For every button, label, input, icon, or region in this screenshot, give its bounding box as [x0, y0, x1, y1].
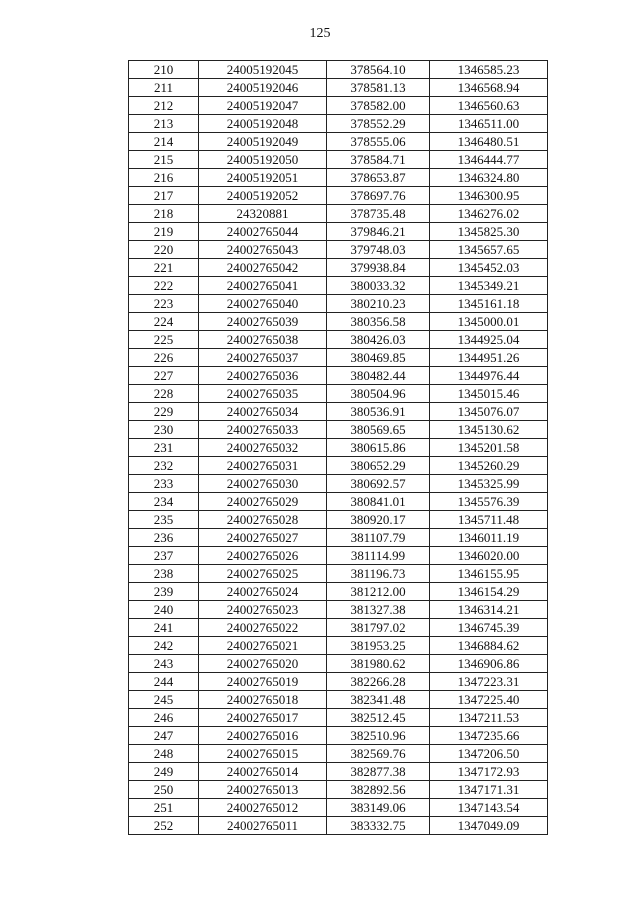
point-id-cell: 24005192051 [199, 169, 327, 187]
row-index-cell: 251 [129, 799, 199, 817]
x-coordinate-cell: 380210.23 [327, 295, 430, 313]
y-coordinate-cell: 1345825.30 [430, 223, 548, 241]
row-index-cell: 231 [129, 439, 199, 457]
point-id-cell: 24002765025 [199, 565, 327, 583]
row-index-cell: 243 [129, 655, 199, 673]
table-row [129, 277, 548, 295]
point-id-cell: 24002765039 [199, 313, 327, 331]
row-index-cell: 244 [129, 673, 199, 691]
row-index-cell: 236 [129, 529, 199, 547]
table-row [129, 439, 548, 457]
x-coordinate-cell: 381980.62 [327, 655, 430, 673]
x-coordinate-cell: 380482.44 [327, 367, 430, 385]
y-coordinate-cell: 1347211.53 [430, 709, 548, 727]
table-row [129, 745, 548, 763]
table-row [129, 601, 548, 619]
y-coordinate-cell: 1346511.00 [430, 115, 548, 133]
table-row [129, 727, 548, 745]
x-coordinate-cell: 379938.84 [327, 259, 430, 277]
x-coordinate-cell: 378653.87 [327, 169, 430, 187]
table-row [129, 547, 548, 565]
x-coordinate-cell: 383332.75 [327, 817, 430, 835]
x-coordinate-cell: 379846.21 [327, 223, 430, 241]
point-id-cell: 24002765014 [199, 763, 327, 781]
x-coordinate-cell: 382877.38 [327, 763, 430, 781]
point-id-cell: 24002765020 [199, 655, 327, 673]
point-id-cell: 24320881 [199, 205, 327, 223]
point-id-cell: 24002765011 [199, 817, 327, 835]
point-id-cell: 24005192046 [199, 79, 327, 97]
x-coordinate-cell: 381327.38 [327, 601, 430, 619]
y-coordinate-cell: 1347172.93 [430, 763, 548, 781]
x-coordinate-cell: 382510.96 [327, 727, 430, 745]
x-coordinate-cell: 382341.48 [327, 691, 430, 709]
row-index-cell: 215 [129, 151, 199, 169]
table-row [129, 187, 548, 205]
point-id-cell: 24002765015 [199, 745, 327, 763]
y-coordinate-cell: 1346884.62 [430, 637, 548, 655]
x-coordinate-cell: 378697.76 [327, 187, 430, 205]
y-coordinate-cell: 1345260.29 [430, 457, 548, 475]
table-row [129, 79, 548, 97]
x-coordinate-cell: 378584.71 [327, 151, 430, 169]
point-id-cell: 24002765018 [199, 691, 327, 709]
row-index-cell: 220 [129, 241, 199, 259]
page-number: 125 [309, 26, 331, 41]
x-coordinate-cell: 380426.03 [327, 331, 430, 349]
row-index-cell: 248 [129, 745, 199, 763]
point-id-cell: 24002765035 [199, 385, 327, 403]
x-coordinate-cell: 378564.10 [327, 61, 430, 79]
row-index-cell: 211 [129, 79, 199, 97]
row-index-cell: 223 [129, 295, 199, 313]
point-id-cell: 24002765013 [199, 781, 327, 799]
y-coordinate-cell: 1346314.21 [430, 601, 548, 619]
y-coordinate-cell: 1346300.95 [430, 187, 548, 205]
y-coordinate-cell: 1346011.19 [430, 529, 548, 547]
coordinates-table [128, 60, 548, 835]
table-row [129, 493, 548, 511]
y-coordinate-cell: 1346324.80 [430, 169, 548, 187]
table-row [129, 241, 548, 259]
y-coordinate-cell: 1345130.62 [430, 421, 548, 439]
table-row [129, 511, 548, 529]
x-coordinate-cell: 380920.17 [327, 511, 430, 529]
row-index-cell: 226 [129, 349, 199, 367]
x-coordinate-cell: 381953.25 [327, 637, 430, 655]
point-id-cell: 24002765029 [199, 493, 327, 511]
table-row [129, 619, 548, 637]
table-row [129, 259, 548, 277]
x-coordinate-cell: 378582.00 [327, 97, 430, 115]
point-id-cell: 24002765042 [199, 259, 327, 277]
x-coordinate-cell: 380615.86 [327, 439, 430, 457]
x-coordinate-cell: 379748.03 [327, 241, 430, 259]
point-id-cell: 24002765044 [199, 223, 327, 241]
y-coordinate-cell: 1345076.07 [430, 403, 548, 421]
y-coordinate-cell: 1347223.31 [430, 673, 548, 691]
point-id-cell: 24002765028 [199, 511, 327, 529]
row-index-cell: 249 [129, 763, 199, 781]
row-index-cell: 213 [129, 115, 199, 133]
point-id-cell: 24002765027 [199, 529, 327, 547]
y-coordinate-cell: 1346906.86 [430, 655, 548, 673]
y-coordinate-cell: 1346154.29 [430, 583, 548, 601]
y-coordinate-cell: 1344951.26 [430, 349, 548, 367]
y-coordinate-cell: 1344976.44 [430, 367, 548, 385]
table-row [129, 223, 548, 241]
y-coordinate-cell: 1347225.40 [430, 691, 548, 709]
x-coordinate-cell: 380569.65 [327, 421, 430, 439]
table-row [129, 169, 548, 187]
y-coordinate-cell: 1345349.21 [430, 277, 548, 295]
table-row [129, 583, 548, 601]
x-coordinate-cell: 380536.91 [327, 403, 430, 421]
y-coordinate-cell: 1346568.94 [430, 79, 548, 97]
row-index-cell: 210 [129, 61, 199, 79]
point-id-cell: 24002765016 [199, 727, 327, 745]
table-row [129, 637, 548, 655]
row-index-cell: 234 [129, 493, 199, 511]
point-id-cell: 24005192050 [199, 151, 327, 169]
table-row [129, 385, 548, 403]
row-index-cell: 252 [129, 817, 199, 835]
row-index-cell: 238 [129, 565, 199, 583]
point-id-cell: 24005192049 [199, 133, 327, 151]
table-row [129, 565, 548, 583]
point-id-cell: 24002765019 [199, 673, 327, 691]
row-index-cell: 229 [129, 403, 199, 421]
row-index-cell: 239 [129, 583, 199, 601]
row-index-cell: 250 [129, 781, 199, 799]
x-coordinate-cell: 380504.96 [327, 385, 430, 403]
point-id-cell: 24002765036 [199, 367, 327, 385]
row-index-cell: 246 [129, 709, 199, 727]
table-row [129, 349, 548, 367]
y-coordinate-cell: 1344925.04 [430, 331, 548, 349]
row-index-cell: 241 [129, 619, 199, 637]
row-index-cell: 219 [129, 223, 199, 241]
x-coordinate-cell: 378552.29 [327, 115, 430, 133]
x-coordinate-cell: 380652.29 [327, 457, 430, 475]
table-row [129, 367, 548, 385]
row-index-cell: 217 [129, 187, 199, 205]
x-coordinate-cell: 380469.85 [327, 349, 430, 367]
x-coordinate-cell: 378735.48 [327, 205, 430, 223]
x-coordinate-cell: 380692.57 [327, 475, 430, 493]
point-id-cell: 24002765024 [199, 583, 327, 601]
row-index-cell: 227 [129, 367, 199, 385]
row-index-cell: 212 [129, 97, 199, 115]
table-row [129, 295, 548, 313]
point-id-cell: 24005192045 [199, 61, 327, 79]
table-row [129, 403, 548, 421]
row-index-cell: 214 [129, 133, 199, 151]
x-coordinate-cell: 378555.06 [327, 133, 430, 151]
table-row [129, 709, 548, 727]
x-coordinate-cell: 381114.99 [327, 547, 430, 565]
table-row [129, 781, 548, 799]
point-id-cell: 24002765031 [199, 457, 327, 475]
point-id-cell: 24002765026 [199, 547, 327, 565]
table-row [129, 763, 548, 781]
point-id-cell: 24002765034 [199, 403, 327, 421]
point-id-cell: 24005192052 [199, 187, 327, 205]
point-id-cell: 24002765038 [199, 331, 327, 349]
y-coordinate-cell: 1347206.50 [430, 745, 548, 763]
x-coordinate-cell: 382512.45 [327, 709, 430, 727]
row-index-cell: 240 [129, 601, 199, 619]
y-coordinate-cell: 1347171.31 [430, 781, 548, 799]
table-row [129, 133, 548, 151]
row-index-cell: 233 [129, 475, 199, 493]
x-coordinate-cell: 383149.06 [327, 799, 430, 817]
row-index-cell: 216 [129, 169, 199, 187]
point-id-cell: 24005192048 [199, 115, 327, 133]
y-coordinate-cell: 1346276.02 [430, 205, 548, 223]
table-row [129, 421, 548, 439]
point-id-cell: 24002765043 [199, 241, 327, 259]
x-coordinate-cell: 381797.02 [327, 619, 430, 637]
x-coordinate-cell: 380841.01 [327, 493, 430, 511]
table-row [129, 97, 548, 115]
row-index-cell: 222 [129, 277, 199, 295]
row-index-cell: 247 [129, 727, 199, 745]
point-id-cell: 24002765041 [199, 277, 327, 295]
row-index-cell: 232 [129, 457, 199, 475]
table-row [129, 151, 548, 169]
point-id-cell: 24002765017 [199, 709, 327, 727]
table-row [129, 205, 548, 223]
row-index-cell: 235 [129, 511, 199, 529]
y-coordinate-cell: 1345015.46 [430, 385, 548, 403]
y-coordinate-cell: 1345201.58 [430, 439, 548, 457]
y-coordinate-cell: 1346585.23 [430, 61, 548, 79]
x-coordinate-cell: 382266.28 [327, 673, 430, 691]
table-row [129, 799, 548, 817]
y-coordinate-cell: 1345000.01 [430, 313, 548, 331]
y-coordinate-cell: 1346444.77 [430, 151, 548, 169]
y-coordinate-cell: 1346155.95 [430, 565, 548, 583]
x-coordinate-cell: 380356.58 [327, 313, 430, 331]
y-coordinate-cell: 1345657.65 [430, 241, 548, 259]
table-row [129, 331, 548, 349]
y-coordinate-cell: 1346480.51 [430, 133, 548, 151]
y-coordinate-cell: 1345576.39 [430, 493, 548, 511]
coordinates-table-body [129, 61, 548, 835]
point-id-cell: 24002765030 [199, 475, 327, 493]
y-coordinate-cell: 1347143.54 [430, 799, 548, 817]
y-coordinate-cell: 1345161.18 [430, 295, 548, 313]
table-row [129, 817, 548, 835]
y-coordinate-cell: 1347235.66 [430, 727, 548, 745]
row-index-cell: 218 [129, 205, 199, 223]
y-coordinate-cell: 1346560.63 [430, 97, 548, 115]
point-id-cell: 24002765012 [199, 799, 327, 817]
row-index-cell: 221 [129, 259, 199, 277]
x-coordinate-cell: 382892.56 [327, 781, 430, 799]
row-index-cell: 225 [129, 331, 199, 349]
x-coordinate-cell: 381196.73 [327, 565, 430, 583]
y-coordinate-cell: 1345452.03 [430, 259, 548, 277]
table-row [129, 691, 548, 709]
table-row [129, 475, 548, 493]
table-row [129, 115, 548, 133]
x-coordinate-cell: 380033.32 [327, 277, 430, 295]
table-row [129, 313, 548, 331]
row-index-cell: 245 [129, 691, 199, 709]
point-id-cell: 24002765023 [199, 601, 327, 619]
x-coordinate-cell: 382569.76 [327, 745, 430, 763]
point-id-cell: 24002765040 [199, 295, 327, 313]
point-id-cell: 24002765032 [199, 439, 327, 457]
point-id-cell: 24002765037 [199, 349, 327, 367]
point-id-cell: 24002765033 [199, 421, 327, 439]
row-index-cell: 242 [129, 637, 199, 655]
table-row [129, 655, 548, 673]
table-row [129, 61, 548, 79]
table-row [129, 673, 548, 691]
row-index-cell: 237 [129, 547, 199, 565]
y-coordinate-cell: 1346745.39 [430, 619, 548, 637]
x-coordinate-cell: 381107.79 [327, 529, 430, 547]
point-id-cell: 24005192047 [199, 97, 327, 115]
point-id-cell: 24002765021 [199, 637, 327, 655]
row-index-cell: 228 [129, 385, 199, 403]
point-id-cell: 24002765022 [199, 619, 327, 637]
table-row [129, 529, 548, 547]
row-index-cell: 230 [129, 421, 199, 439]
y-coordinate-cell: 1345325.99 [430, 475, 548, 493]
y-coordinate-cell: 1345711.48 [430, 511, 548, 529]
y-coordinate-cell: 1346020.00 [430, 547, 548, 565]
row-index-cell: 224 [129, 313, 199, 331]
x-coordinate-cell: 381212.00 [327, 583, 430, 601]
x-coordinate-cell: 378581.13 [327, 79, 430, 97]
y-coordinate-cell: 1347049.09 [430, 817, 548, 835]
table-row [129, 457, 548, 475]
